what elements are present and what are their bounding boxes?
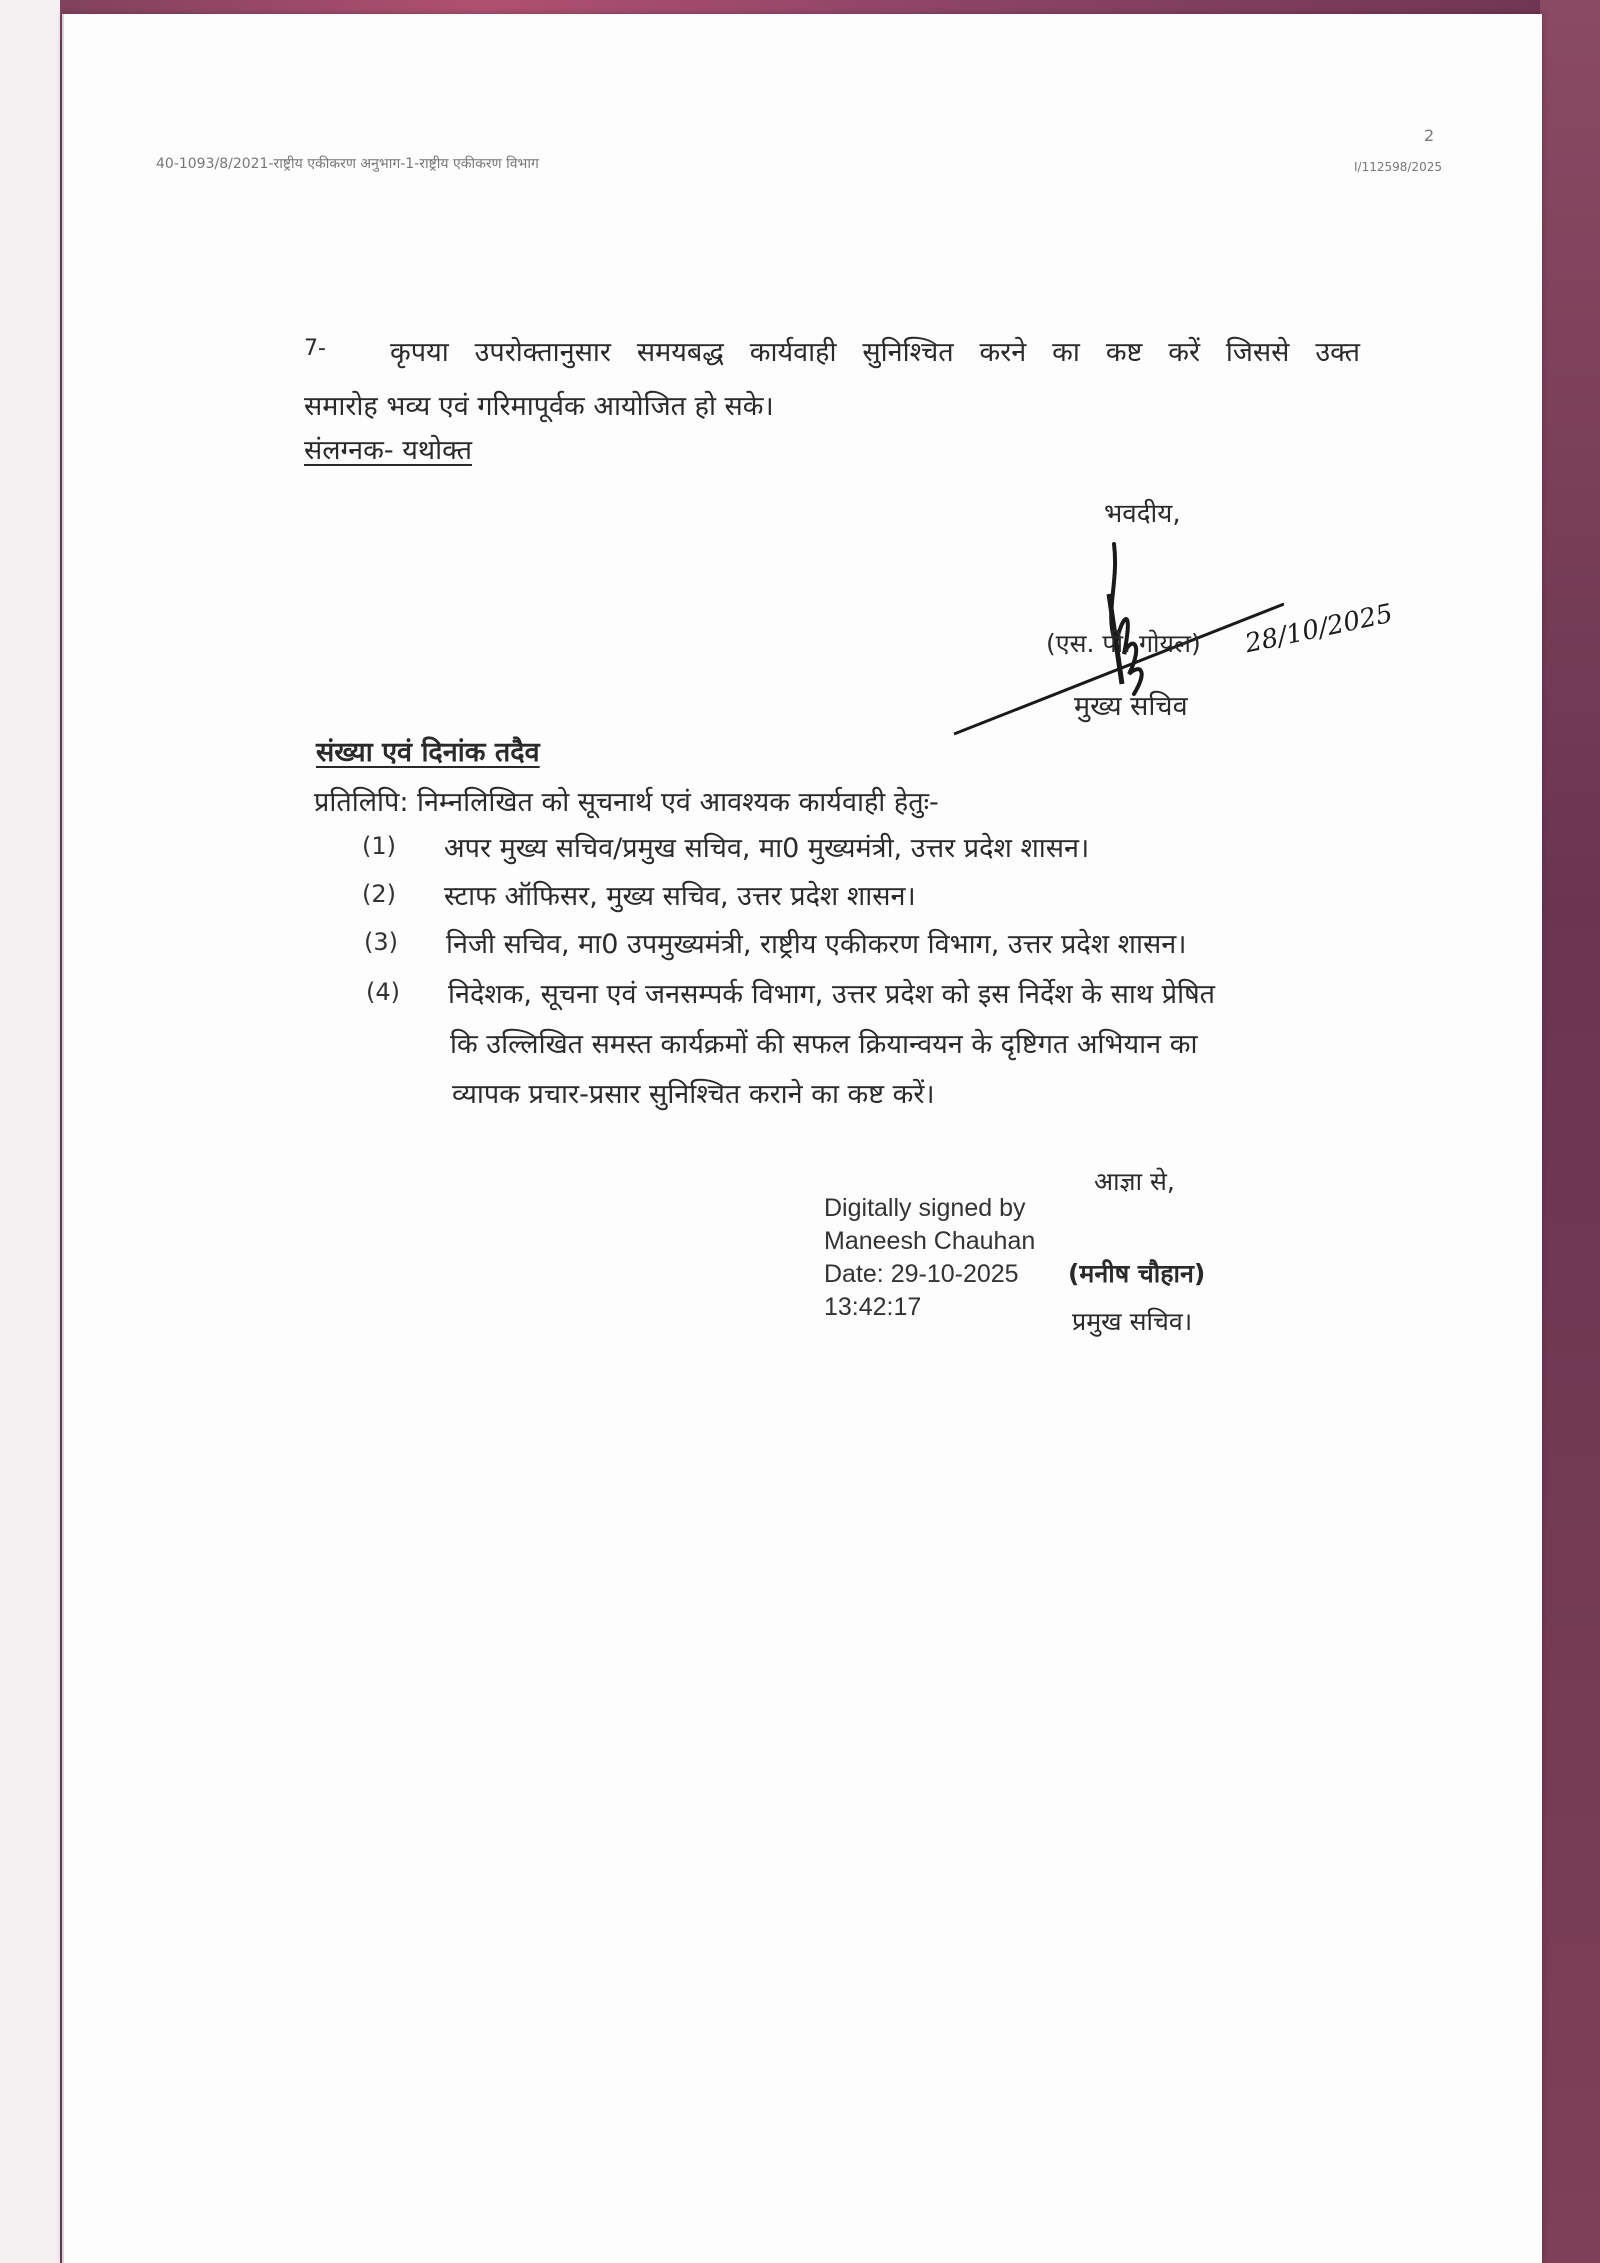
- reference-heading: संख्या एवं दिनांक तदैव: [316, 737, 540, 768]
- signatory-2-name: (मनीष चौहान): [1068, 1259, 1206, 1288]
- para-line-2: समारोह भव्य एवं गरिमापूर्वक आयोजित हो सके।: [304, 391, 774, 422]
- receipt-reference: I/112598/2025: [1354, 160, 1442, 174]
- enclosure-note: संलग्नक- यथोक्त: [304, 435, 472, 466]
- file-reference: 40-1093/8/2021-राष्ट्रीय एकीकरण अनुभाग-1-राष्ट्रीय एकीकरण विभाग: [156, 156, 539, 172]
- copy-item-line: स्टाफ ऑफिसर, मुख्य सचिव, उत्तर प्रदेश शासन।: [444, 881, 916, 912]
- para-number: 7-: [304, 336, 326, 361]
- digital-signature-line: 13:42:17: [824, 1293, 922, 1321]
- digital-signature-line: Maneesh Chauhan: [824, 1227, 1036, 1255]
- copy-item-line: व्यापक प्रचार-प्रसार सुनिश्चित कराने का कष्ट करें।: [452, 1079, 935, 1110]
- page-mark: 2: [1424, 126, 1435, 145]
- para-line-1: कृपया उपरोक्तानुसार समयबद्ध कार्यवाही सुनिश्चित करने का कष्ट करें जिससे उक्त: [390, 337, 1360, 368]
- handwritten-date: 28/10/2025: [1242, 598, 1396, 660]
- background-right: [1540, 0, 1600, 2263]
- copy-item-number: (2): [362, 880, 396, 908]
- digital-signature-line: Date: 29-10-2025: [824, 1260, 1019, 1288]
- copy-item-line: अपर मुख्य सचिव/प्रमुख सचिव, मा0 मुख्यमंत्री, उत्तर प्रदेश शासन।: [444, 833, 1090, 864]
- document-page: [62, 14, 1542, 2263]
- copy-item-line: निदेशक, सूचना एवं जनसम्पर्क विभाग, उत्तर प्रदेश को इस निर्देश के साथ प्रेषित: [448, 979, 1216, 1010]
- copy-item-number: (4): [366, 978, 400, 1006]
- copy-item-number: (1): [362, 832, 396, 860]
- salutation: भवदीय,: [1104, 499, 1181, 529]
- signatory-1-name: (एस. पी. गोयल): [1046, 629, 1201, 658]
- signatory-2-designation: प्रमुख सचिव।: [1072, 1307, 1193, 1336]
- copy-intro: प्रतिलिपि: निम्नलिखित को सूचनार्थ एवं आवश्यक कार्यवाही हेतुः-: [314, 787, 939, 818]
- copy-item-line: निजी सचिव, मा0 उपमुख्यमंत्री, राष्ट्रीय एकीकरण विभाग, उत्तर प्रदेश शासन।: [446, 929, 1187, 960]
- digital-signature-line: Digitally signed by: [824, 1194, 1026, 1222]
- digital-signature-block: [824, 1192, 1035, 1324]
- copy-item-number: (3): [364, 928, 398, 956]
- order-text: आज्ञा से,: [1094, 1167, 1175, 1196]
- background-left: [0, 0, 60, 2263]
- copy-item-line: कि उल्लिखित समस्त कार्यक्रमों की सफल क्रियान्वयन के दृष्टिगत अभियान का: [450, 1029, 1198, 1060]
- signatory-1-designation: मुख्य सचिव: [1074, 691, 1188, 722]
